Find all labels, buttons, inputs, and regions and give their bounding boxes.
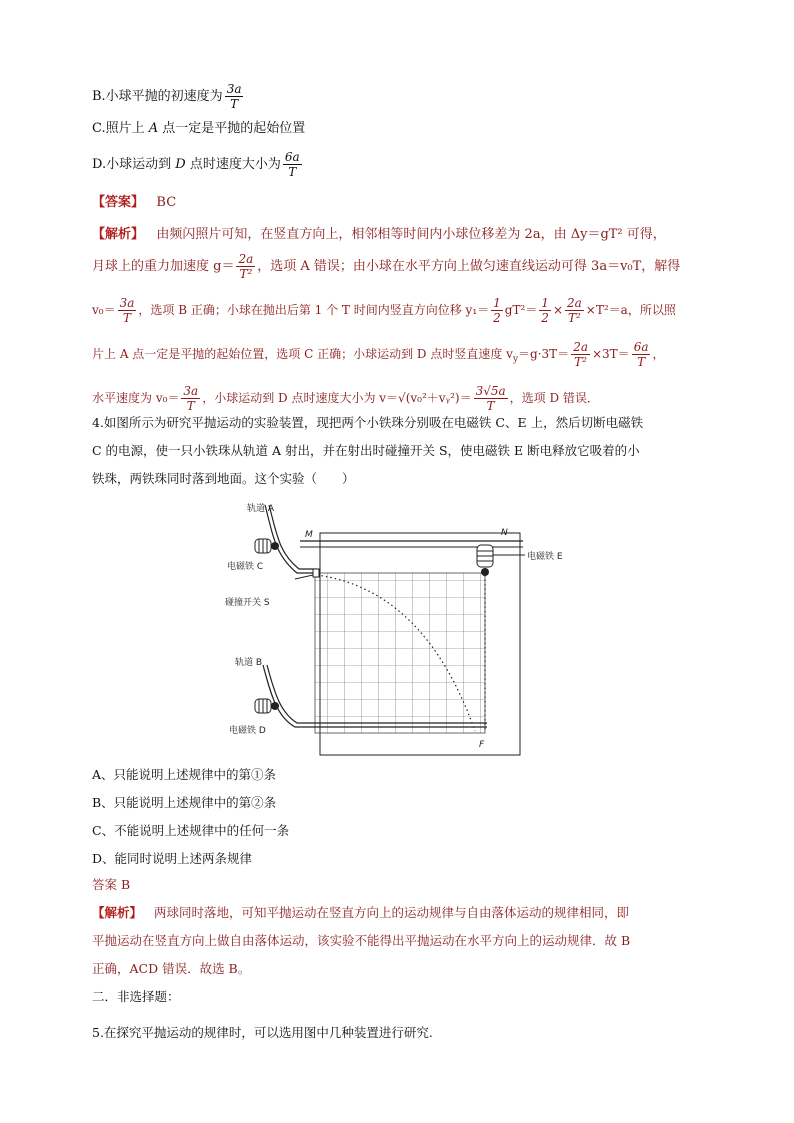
grid bbox=[315, 573, 485, 733]
label-magnet-d: 电磁铁 D bbox=[229, 726, 266, 736]
analysis-text: ， bbox=[652, 347, 665, 361]
option-c-rest: 点一定是平抛的起始位置 bbox=[162, 121, 306, 136]
analysis-text: gT²＝ bbox=[504, 303, 538, 317]
option-c-var: A bbox=[148, 121, 159, 136]
analysis-q4-line-3: 正确，ACD 错误．故选 B。 bbox=[92, 961, 251, 976]
frac-num: 1 bbox=[493, 296, 501, 310]
section-heading: 二．非选择题： bbox=[92, 989, 180, 1004]
label-m: M bbox=[305, 530, 313, 540]
analysis-text: 由频闪照片可知，在竖直方向上，相邻相等时间内小球位移差为 2a，由 Δy＝gT² 可得， bbox=[156, 227, 666, 242]
frac-den: T bbox=[230, 97, 239, 111]
frac-den: T² bbox=[567, 311, 581, 325]
frac-num: 3a bbox=[119, 296, 135, 310]
option-a-q4: A、只能说明上述规律中的第①条 bbox=[92, 767, 277, 782]
analysis-line-4 bbox=[92, 340, 734, 370]
option-c-text: C.照片上 bbox=[92, 121, 145, 136]
label-f: F bbox=[479, 740, 485, 750]
frac-num: 6a bbox=[284, 150, 300, 164]
analysis-frac bbox=[474, 384, 508, 413]
option-d-mid: 点时速度大小为 bbox=[189, 157, 281, 172]
frac-num: 2a bbox=[567, 296, 582, 310]
label-magnet-c: 电磁铁 C bbox=[227, 562, 264, 572]
frac-num: 3√5a bbox=[475, 384, 506, 398]
analysis-text: 月球上的重力加速度 g＝ bbox=[92, 259, 235, 274]
label-magnet-e: 电磁铁 E bbox=[527, 552, 563, 562]
analysis-frac bbox=[571, 340, 590, 369]
frac-den: T bbox=[122, 311, 131, 325]
analysis-frac bbox=[491, 296, 503, 325]
frac-den: T² bbox=[574, 355, 587, 369]
frac-den: T bbox=[486, 399, 495, 413]
analysis-line-5 bbox=[92, 384, 734, 413]
question-5: 5.在探究平抛运动的规律时，可以选用图中几种装置进行研究. bbox=[92, 1025, 433, 1040]
option-d-frac bbox=[283, 150, 302, 179]
analysis-line-2 bbox=[92, 252, 734, 281]
analysis-text: ×T²＝a，所以照 bbox=[585, 303, 676, 317]
switch-s bbox=[295, 569, 319, 579]
answer-value: BC bbox=[156, 195, 177, 210]
analysis-text: ，选项 A 错误；由小球在水平方向上做匀速直线运动可得 3a＝v₀T，解得 bbox=[257, 259, 681, 274]
analysis-label: 【解析】 bbox=[92, 227, 145, 242]
analysis-text: × bbox=[552, 303, 563, 317]
frac-num: 3a bbox=[226, 82, 242, 96]
analysis-text: v₀＝ bbox=[92, 303, 116, 317]
answer-line bbox=[92, 192, 734, 214]
analysis-sub: y bbox=[512, 354, 519, 365]
frac-num: 3a bbox=[183, 384, 199, 398]
frac-den: T bbox=[637, 355, 646, 369]
label-switch-s: 碰撞开关 S bbox=[225, 598, 270, 608]
analysis-text: ，选项 D 错误． bbox=[509, 391, 599, 405]
analysis-text: 两球同时落地，可知平抛运动在竖直方向上的运动规律与自由落体运动的规律相同，即 bbox=[153, 905, 629, 920]
frac-den: T bbox=[288, 165, 297, 179]
analysis-text: ，选项 B 正确；小球在抛出后第 1 个 T 时间内竖直方向位移 y₁＝ bbox=[138, 303, 490, 317]
projectile-apparatus-figure bbox=[225, 495, 563, 760]
question-4-line-2: C 的电源，使一只小铁珠从轨道 A 射出，并在射出时碰撞开关 S，使电磁铁 E 断电释放它吸着的小 bbox=[92, 443, 640, 458]
analysis-frac bbox=[118, 296, 137, 325]
option-c-q4: C、不能说明上述规律中的任何一条 bbox=[92, 823, 290, 838]
analysis-frac bbox=[632, 340, 651, 369]
analysis-label: 【解析】 bbox=[92, 905, 143, 920]
question-4-line-3: 铁珠，两铁珠同时落到地面。这个实验（ ） bbox=[92, 471, 355, 486]
option-b-q4: B、只能说明上述规律中的第②条 bbox=[92, 795, 277, 810]
frac-den: 2 bbox=[493, 311, 501, 325]
option-d-text: D.小球运动到 bbox=[92, 157, 172, 172]
analysis-frac bbox=[565, 296, 584, 325]
analysis-frac bbox=[539, 296, 551, 325]
magnet-d bbox=[255, 699, 279, 713]
magnet-e bbox=[477, 545, 525, 576]
analysis-q4-line-1 bbox=[92, 902, 734, 924]
label-track-b: 轨道 B bbox=[235, 658, 263, 668]
frac-den: T bbox=[186, 399, 195, 413]
analysis-text: 水平速度为 v₀＝ bbox=[92, 391, 180, 405]
option-d-q4: D、能同时说明上述两条规律 bbox=[92, 851, 253, 866]
option-b-text: B.小球平抛的初速度为 bbox=[92, 89, 223, 104]
frac-num: 6a bbox=[633, 340, 649, 354]
option-b bbox=[92, 82, 734, 111]
analysis-line-1 bbox=[92, 224, 734, 246]
analysis-text: ，小球运动到 D 点时速度大小为 v＝√(v₀²＋vᵧ²)＝ bbox=[202, 391, 472, 405]
label-n: N bbox=[501, 528, 508, 538]
option-b-frac bbox=[225, 82, 244, 111]
answer-label: 【答案】 bbox=[92, 195, 145, 210]
option-d-var: D bbox=[175, 157, 186, 172]
analysis-text: ＝g·3T＝ bbox=[518, 347, 570, 361]
analysis-line-3 bbox=[92, 296, 734, 325]
frac-den: T² bbox=[239, 267, 253, 281]
label-track-a: 轨道 A bbox=[247, 504, 275, 514]
option-c bbox=[92, 118, 734, 140]
answer-q4: 答案 B bbox=[92, 877, 131, 892]
question-4-line-1: 4.如图所示为研究平抛运动的实验装置，现把两个小铁珠分别吸在电磁铁 C、E 上，然后切断电磁铁 bbox=[92, 415, 644, 430]
analysis-q4-line-2: 平抛运动在竖直方向上做自由落体运动，该实验不能得出平抛运动在水平方向上的运动规律．故 B bbox=[92, 933, 631, 948]
analysis-text: 片上 A 点一定是平抛的起始位置，选项 C 正确；小球运动到 D 点时竖直速度 v bbox=[92, 347, 513, 361]
analysis-frac bbox=[181, 384, 200, 413]
analysis-text: ×3T＝ bbox=[591, 347, 630, 361]
option-d bbox=[92, 150, 734, 179]
frac-num: 2a bbox=[238, 252, 254, 266]
analysis-frac bbox=[236, 252, 255, 281]
frac-num: 2a bbox=[573, 340, 588, 354]
frac-num: 1 bbox=[541, 296, 549, 310]
frac-den: 2 bbox=[541, 311, 549, 325]
